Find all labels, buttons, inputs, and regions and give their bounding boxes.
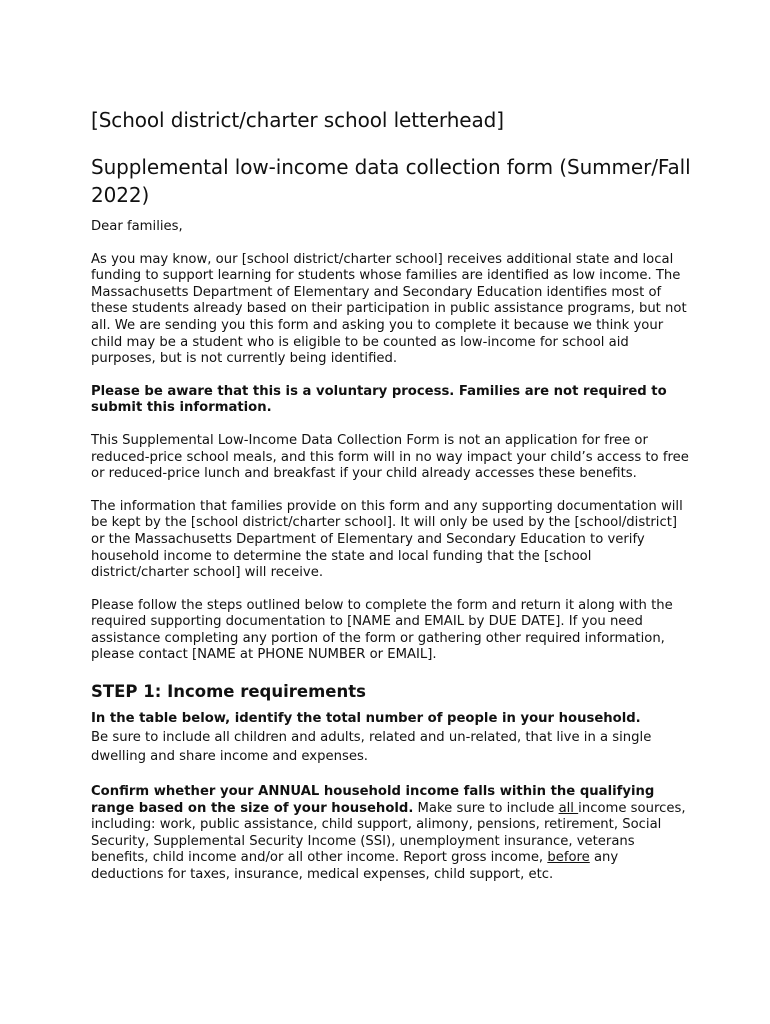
document-page (91, 105, 691, 900)
greeting: Dear families, (91, 219, 183, 234)
income-underline-before: before (547, 850, 590, 866)
income-text-part-1: Make sure to include (413, 800, 559, 816)
income-underline-all: all (558, 800, 579, 816)
household-size-bold: In the table below, identify the total number of people in your household. (91, 711, 641, 727)
income-instruction (91, 784, 691, 884)
household-size-text: Be sure to include all children and adults, related and un-related, that live in a single dwelling and share income and expenses. (91, 730, 652, 765)
step-1-heading: STEP 1: Income requirements (91, 682, 366, 702)
income-text-part-2: income sources, including: work, public assistance, child support, alimony, pensions, retirement, Social Security, Supplemental Security Income (SSI), unemployment insurance, veterans benefits, child income and/or all other income. Report gross income, (91, 800, 686, 866)
not-meal-application-paragraph: This Supplemental Low-Income Data Collection Form is not an application for free or reduced-price school meals, and this form will in no way impact your child’s access to free or reduced-price lunch and breakfast if your child already accesses these benefits. (91, 432, 689, 482)
form-title: Supplemental low-income data collection form (Summer/Fall 2022) (91, 155, 691, 207)
income-text-part-3: any deductions for taxes, insurance, medical expenses, child support, etc. (91, 850, 619, 883)
household-size-instruction (91, 709, 691, 766)
voluntary-notice: Please be aware that this is a voluntary process. Families are not required to submit this information. (91, 383, 667, 416)
instructions-paragraph: Please follow the steps outlined below to complete the form and return it along with the required supporting documentation to [NAME and EMAIL by DUE DATE]. If you need assistance completing any portion of the form or gathering other required information, please contact [NAME at PHONE NUMBER or EMAIL]. (91, 597, 673, 663)
letterhead-placeholder: [School district/charter school letterhead] (91, 108, 504, 132)
intro-paragraph: As you may know, our [school district/charter school] receives additional state and local funding to support learning for students whose families are identified as low income. The Massachusetts Department of Elementary and Secondary Education identifies most of these students already based on their participation in public assistance programs, but not all. We are sending you this form and asking you to complete it because we think your child may be a student who is eligible to be counted as low-income for school aid purposes, but is not currently being identified. (91, 251, 687, 367)
income-instruction-bold: Confirm whether your ANNUAL household income falls within the qualifying range based on the size of your household. (91, 784, 655, 816)
data-use-paragraph: The information that families provide on this form and any supporting documentation will be kept by the [school district/charter school]. It will only be used by the [school/district] or the Massachusetts Department of Elementary and Secondary Education to verify household income to determine the state and local funding that the [school district/charter school] will receive. (91, 498, 683, 581)
